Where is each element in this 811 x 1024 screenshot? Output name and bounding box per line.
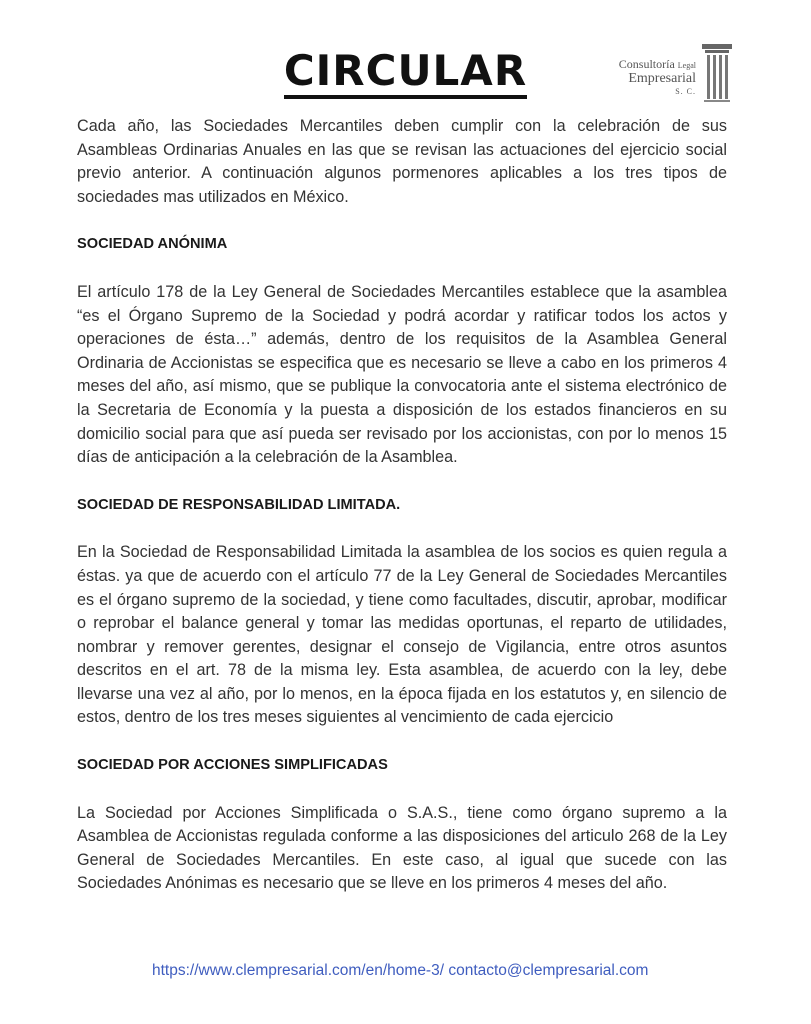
logo-line1: Consultoría: [618, 57, 675, 71]
logo-line3: S. C.: [675, 87, 696, 96]
section-body-sas: La Sociedad por Acciones Simplificada o S.A.S., tiene como órgano supremo a la Asamblea de Accionistas regulada conforme a las disposiciones del articulo 268 de la Ley General de Sociedades Mercantiles. En este caso, al igual que sucede con las Sociedades Anónimas es necesario que se lleve en los primeros 4 meses del año.: [77, 803, 727, 893]
footer-links[interactable]: https://www.clempresarial.com/en/home-3/ contacto@clempresarial.com: [152, 962, 649, 979]
title-text: CIRCULAR: [284, 47, 527, 99]
logo-line2: Empresarial: [628, 71, 696, 86]
logo-text: [619, 58, 696, 98]
section-heading-sa: SOCIEDAD ANÓNIMA: [77, 236, 228, 253]
section-body-srl: En la Sociedad de Responsabilidad Limitada la asamblea de los socios es quien regula a éstas. ya que de acuerdo con el artículo 77 de la Ley General de Sociedades Mercantiles es el órgano supremo de la sociedad, y tiene como facultades, discutir, aprobar, modificar o reprobar el balance general y tomar las medidas oportunas, el reparto de utilidades, nombrar y remover gerentes, designar el consejo de Vigilancia, entre otros asuntos descritos en el art. 78 de la misma ley. Esta asamblea, de acuerdo con la ley, debe llevarse una vez al año, por lo menos, en la época fijada en los estatutos y, en silencio de estos, dentro de los tres meses siguientes al vencimiento de cada ejercicio: [77, 543, 727, 727]
column-icon: [702, 44, 732, 106]
section-heading-srl: SOCIEDAD DE RESPONSABILIDAD LIMITADA.: [77, 496, 401, 513]
section-body-sa: El artículo 178 de la Ley General de Sociedades Mercantiles establece que la asamblea “es el Órgano Supremo de la Sociedad y podrá acordar y ratificar todos los actos y operaciones de ésta…” además, dentro de los requisitos de la Asamblea General Ordinaria de Accionistas se especifica que es necesario se lleve a cabo en los primeros 4 meses del año, así mismo, que se publique la convocatoria ante el sistema electrónico de la Secretaria de Economía y la puesta a disposición de los estados financieros en su domicilio social para que así pueda ser revisado por los accionistas, con por lo menos 15 días de anticipación a la celebración de la Asamblea.: [77, 282, 727, 467]
company-logo: [608, 44, 738, 108]
section-heading-sas: SOCIEDAD POR ACCIONES SIMPLIFICADAS: [77, 757, 388, 774]
logo-line1-small: Legal: [677, 61, 696, 70]
intro-paragraph: Cada año, las Sociedades Mercantiles deben cumplir con la celebración de sus Asambleas Ordinarias Anuales en las que se revisan las actuaciones del ejercicio social previo anterior. A continuación algunos pormenores aplicables a los tres tipos de sociedades mas utilizados en México.: [77, 117, 727, 206]
document-body: [77, 115, 727, 896]
